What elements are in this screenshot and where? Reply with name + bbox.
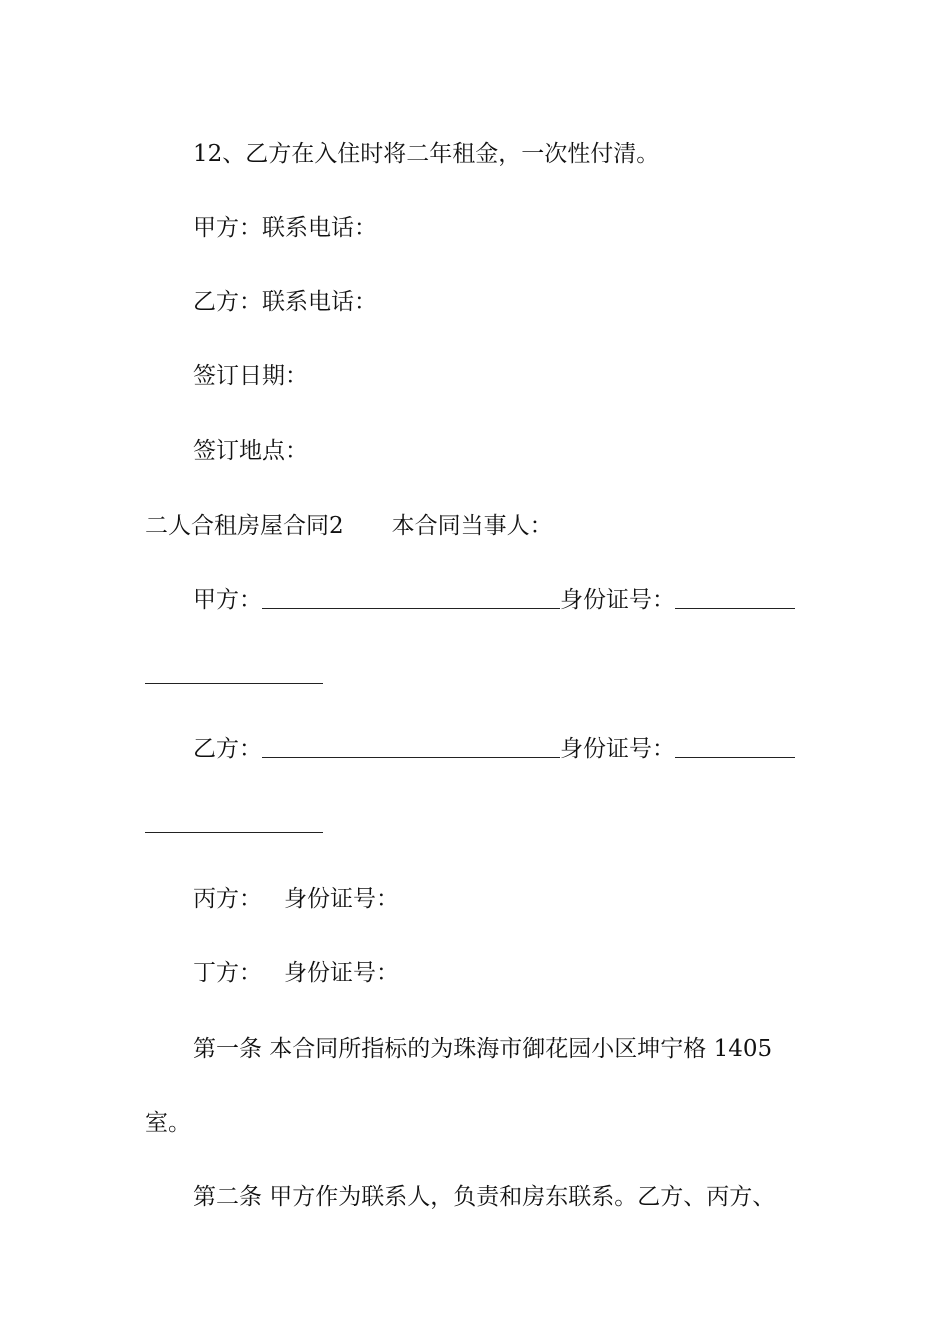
- party-a-id-blank: [675, 607, 795, 609]
- party-c-id-label: 身份证号：: [284, 886, 399, 912]
- party-b-name-blank: [262, 756, 560, 758]
- party-a-name-blank: [262, 607, 560, 609]
- party-b-id-blank: [675, 756, 795, 758]
- party-b-phone-line: 乙方：联系电话：: [193, 289, 377, 315]
- party-a-id-label: 身份证号：: [560, 587, 675, 613]
- party-c-label: 丙方：: [193, 886, 262, 912]
- contract2-title: 二人合租房屋合同2: [145, 513, 344, 539]
- party-a-id-line: [193, 585, 950, 615]
- signing-place-line: 签订地点：: [193, 438, 308, 464]
- party-b-id-line: [193, 734, 950, 764]
- contract2-heading-line: [145, 511, 950, 541]
- party-b-id-label: 身份证号：: [560, 736, 675, 762]
- signing-date-line: 签订日期：: [193, 363, 308, 389]
- party-a-phone-line: 甲方：联系电话：: [193, 215, 377, 241]
- article-1-line-2: 室。: [145, 1110, 191, 1136]
- party-d-id-line: [193, 958, 950, 988]
- article-2-line-1: 第二条 甲方作为联系人，负责和房东联系。乙方、丙方、: [193, 1184, 776, 1210]
- parties-heading: 本合同当事人：: [391, 513, 553, 539]
- party-c-id-line: [193, 884, 950, 914]
- clause-12: 12、乙方在入住时将二年租金，一次性付清。: [193, 141, 660, 167]
- party-d-label: 丁方：: [193, 960, 262, 986]
- article-1-line-1: 第一条 本合同所指标的为珠海市御花园小区坤宁格 1405: [193, 1036, 773, 1062]
- party-d-id-label: 身份证号：: [284, 960, 399, 986]
- party-b-label: 乙方：: [193, 736, 262, 762]
- party-a-id-blank-continued: [145, 683, 323, 684]
- party-a-label: 甲方：: [193, 587, 262, 613]
- party-b-id-blank-continued: [145, 832, 323, 833]
